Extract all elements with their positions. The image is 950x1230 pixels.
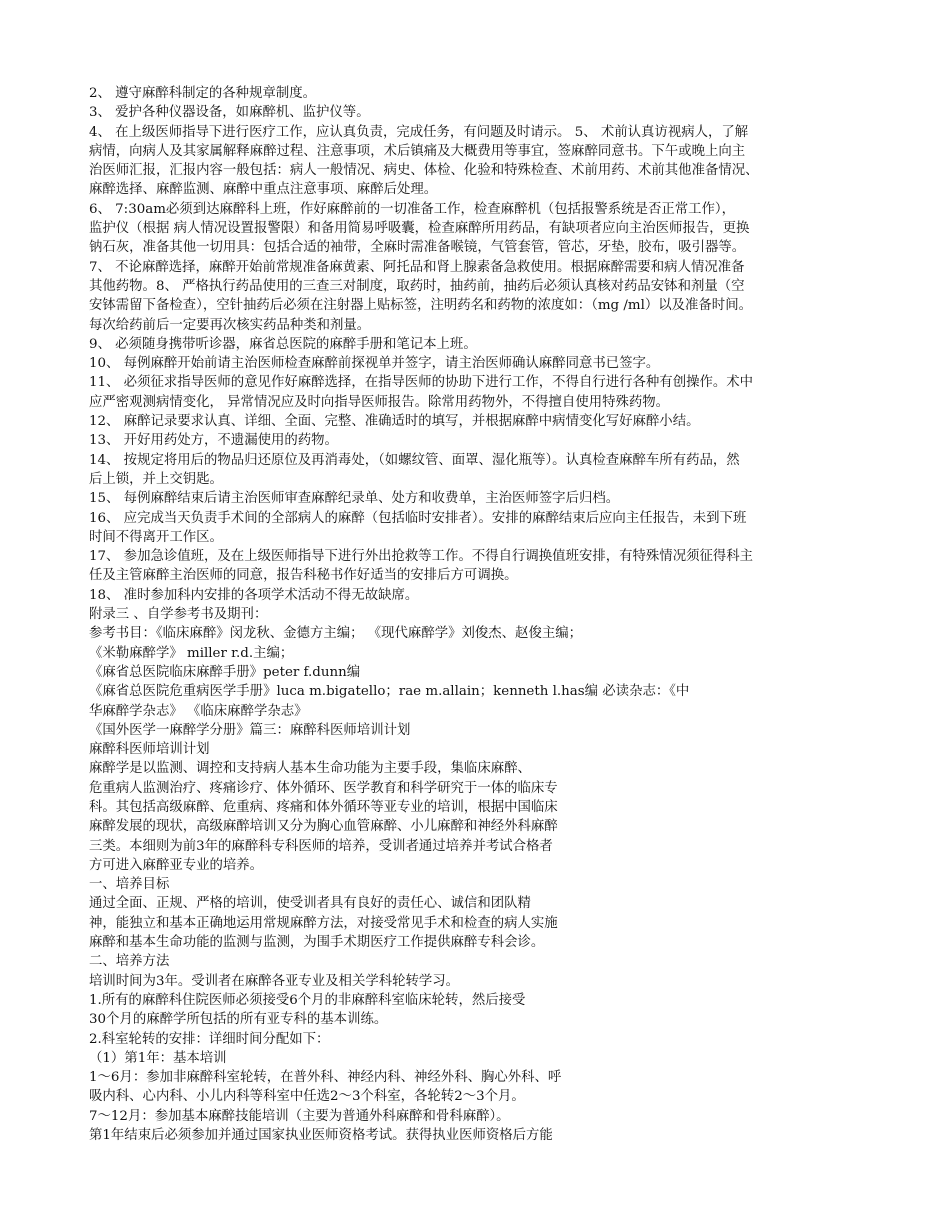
text-line: 三类。本细则为前3年的麻醉科专科医师的培养，受训者通过培养并考试合格者: [89, 838, 553, 854]
text-line: 《麻省总医院危重病医学手册》luca m.bigatello；rae m.allain；kenneth l.has编 必读杂志：《中: [89, 684, 690, 700]
text-line: 《麻省总医院临床麻醉手册》peter f.dunn编: [89, 664, 361, 680]
text-line: 钠石灰，准备其他一切用具：包括合适的袖带，全麻时需准备喉镜，气管套管，管芯，牙垫，胶布，吸引器等。: [89, 240, 746, 256]
text-line: 危重病人监测治疗、疼痛诊疗、体外循环、医学教育和科学研究于一体的临床专: [89, 780, 558, 796]
text-line: 治医师汇报，汇报内容一般包括：病人一般情况、病史、体检、化验和特殊检查、术前用药、术前其他准备情况、: [89, 163, 759, 179]
text-line: 通过全面、正规、严格的培训，使受训者具有良好的责任心、诚信和团队精: [89, 896, 531, 912]
text-line: 13、 开好用药处方，不遗漏使用的药物。: [89, 433, 338, 449]
text-line: 6、 7:30am必须到达麻醉科上班，作好麻醉前的一切准备工作，检查麻醉机（包括报警系统是否正常工作），: [89, 201, 736, 217]
text-line: 2.科室轮转的安排：详细时间分配如下：: [89, 1031, 330, 1047]
text-line: 15、 每例麻醉结束后请主治医师审查麻醉纪录单、处方和收费单，主治医师签字后归档。: [89, 491, 620, 507]
text-line: 神，能独立和基本正确地运用常规麻醉方法，对接受常见手术和检查的病人实施: [89, 915, 558, 931]
text-line: 附录三 、自学参考书及期刊：: [89, 607, 268, 623]
text-line: 18、 准时参加科内安排的各项学术活动不得无故缺席。: [89, 587, 419, 603]
text-line: 参考书目：《临床麻醉》闵龙秋、金德方主编； 《现代麻醉学》刘俊杰、赵俊主编；: [89, 626, 583, 642]
text-line: 12、 麻醉记录要求认真、详细、全面、完整、准确适时的填写，并根据麻醉中病情变化写好麻醉小结。: [89, 414, 700, 430]
text-line: 30个月的麻醉学所包括的所有亚专科的基本训练。: [89, 1012, 388, 1028]
text-line: 第1年结束后必须参加并通过国家执业医师资格考试。获得执业医师资格后方能: [89, 1128, 553, 1144]
text-line: （1）第1年：基本培训: [89, 1050, 227, 1066]
text-line: 应严密观测病情变化， 异常情况应及时向指导医师报告。除常用药物外，不得擅自使用特殊药物。: [89, 394, 670, 410]
text-line: 后上锁，并上交钥匙。: [89, 471, 223, 487]
text-line: 麻醉选择、麻醉监测、麻醉中重点注意事项、麻醉后处理。: [89, 182, 438, 198]
text-line: 3、 爱护各种仪器设备，如麻醉机、监护仪等。: [89, 105, 370, 121]
text-line: 麻醉发展的现状，高级麻醉培训又分为胸心血管麻醉、小儿麻醉和神经外科麻醉: [89, 819, 558, 835]
text-line: 10、 每例麻醉开始前请主治医师检查麻醉前探视单并签字，请主治医师确认麻醉同意书已签字。: [89, 356, 660, 372]
text-line: 每次给药前后一定要再次核实药品种类和剂量。: [89, 317, 371, 333]
text-line: 安钵需留下备检查），空针抽药后必须在注射器上贴标签，注明药名和药物的浓度如：（mg /ml）以及准备时间。: [89, 298, 752, 314]
document-body: [89, 84, 869, 1145]
text-line: 麻醉学是以监测、调控和支持病人基本生命功能为主要手段，集临床麻醉、: [89, 761, 531, 777]
text-line: 病情，向病人及其家属解释麻醉过程、注意事项，术后镇痛及大概费用等事宜，签麻醉同意书。下午或晚上向主: [89, 143, 746, 159]
text-line: 麻醉和基本生命功能的监测与监测，为围手术期医疗工作提供麻醉专科会诊。: [89, 935, 545, 951]
text-line: 9、 必须随身携带听诊器，麻省总医院的麻醉手册和笔记本上班。: [89, 336, 477, 352]
text-line: 1.所有的麻醉科住院医师必须接受6个月的非麻醉科室临床轮转，然后接受: [89, 992, 526, 1008]
text-line: 吸内科、心内科、小儿内科等科室中任选2～3个科室，各轮转2～3个月。: [89, 1089, 525, 1105]
text-line: 一、培养目标: [89, 877, 170, 893]
text-line: 16、 应完成当天负责手术间的全部病人的麻醉（包括临时安排者）。安排的麻醉结束后应向主任报告，未到下班: [89, 510, 747, 526]
text-line: 其他药物。8、 严格执行药品使用的三查三对制度，取药时，抽药前，抽药后必须认真核对药品安钵和剂量（空: [89, 278, 745, 294]
text-line: 监护仪（根据 病人情况设置报警限）和备用简易呼吸囊，检查麻醉所用药品，有缺项者应向主治医师报告，更换: [89, 221, 750, 237]
text-line: 17、 参加急诊值班，及在上级医师指导下进行外出抢救等工作。不得自行调换值班安排，有特殊情况须征得科主: [89, 549, 754, 565]
text-line: 方可进入麻醉亚专业的培养。: [89, 857, 264, 873]
text-line: 4、 在上级医师指导下进行医疗工作，应认真负责，完成任务，有问题及时请示。 5、 术前认真访视病人，了解: [89, 124, 749, 140]
text-line: 《国外医学一麻醉学分册》篇三：麻醉科医师培训计划: [89, 722, 411, 738]
text-line: 14、 按规定将用后的物品归还原位及再消毒处，（如螺纹管、面罩、湿化瓶等）。认真检查麻醉车所有药品，然: [89, 452, 740, 468]
text-line: 7、 不论麻醉选择，麻醉开始前常规准备麻黄素、阿托品和肾上腺素备急救使用。根据麻醉需要和病人情况准备: [89, 259, 745, 275]
text-line: 11、 必须征求指导医师的意见作好麻醉选择，在指导医师的协助下进行工作，不得自行进行各种有创操作。术中: [89, 375, 754, 391]
text-line: 华麻醉学杂志》 《临床麻醉学杂志》: [89, 703, 308, 719]
text-line: 科。其包括高级麻醉、危重病、疼痛和体外循环等亚专业的培训，根据中国临床: [89, 799, 558, 815]
text-line: 麻醉科医师培训计划: [89, 742, 210, 758]
text-line: 7～12月：参加基本麻醉技能培训（主要为普通外科麻醉和骨科麻醉）。: [89, 1108, 510, 1124]
text-line: 二、培养方法: [89, 954, 170, 970]
text-line: 《米勒麻醉学》 miller r.d.主编；: [89, 645, 294, 661]
text-line: 培训时间为3年。受训者在麻醉各亚专业及相关学科轮转学习。: [89, 973, 460, 989]
text-line: 1～6月：参加非麻醉科室轮转，在普外科、神经内科、神经外科、胸心外科、呼: [89, 1070, 562, 1086]
text-line: 时间不得离开工作区。: [89, 529, 223, 545]
text-line: 任及主管麻醉主治医师的同意，报告科秘书作好适当的安排后方可调换。: [89, 568, 518, 584]
text-line: 2、 遵守麻醉科制定的各种规章制度。: [89, 86, 317, 101]
